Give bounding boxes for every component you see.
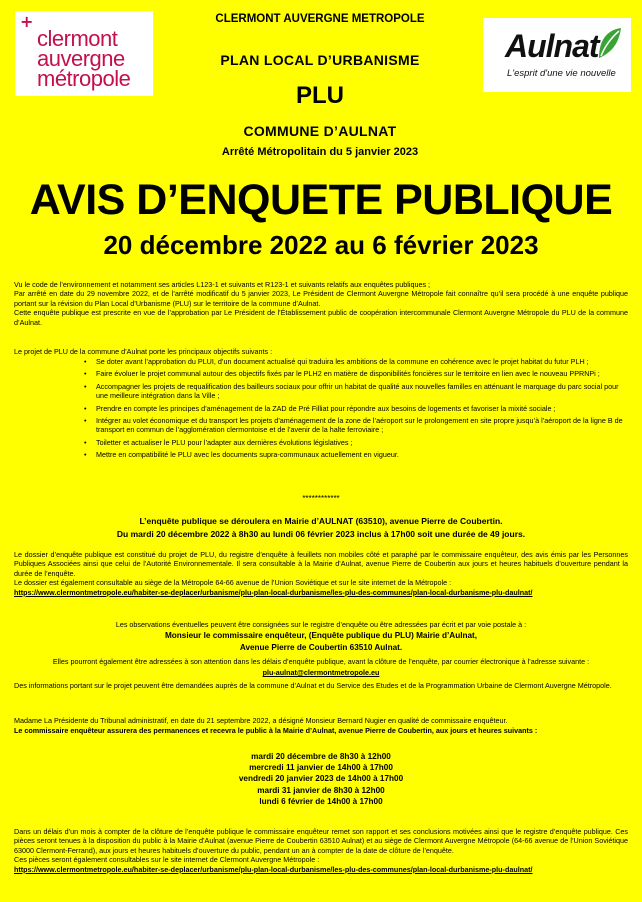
commune-title: COMMUNE D’AULNAT: [243, 123, 397, 139]
dossier-section: [14, 550, 628, 597]
date-range: 20 décembre 2022 au 6 février 2023: [103, 230, 539, 260]
closing-paragraph: Dans un délais d’un mois à compter de la clôture de l’enquête publique le commissaire enquêteur remet son rapport et ses conclusions motivées ainsi que le registre d’enquête publique. Ces pièces seront tenues à la disposition du public à la Mairie d’Aulnat (avenue Pierre de Coubertin 63510 Aulnat) et au siège de Clermont Auvergne Métropole (64-66 avenue de l’Union Soviétique 63000 Clermont-Ferrand), aux jours et heures habituels d’ouverture du public, pendant un an à compter de la date de clôture de l’enquête.: [14, 827, 628, 855]
dossier-paragraph: Le dossier est également consultable au siège de la Métropole 64-66 avenue de l’Union Soviétique et sur le site internet de la Métropole :: [14, 578, 452, 588]
dossier-paragraph: Le dossier d’enquête publique est constitué du projet de PLU, du registre d’enquête à feuillets non mobiles côté et paraphé par le commissaire enquêteur, des avis émis par les Personnes Publiques Associées ainsi que celui de l’Autorité Environnementale. Il sera consultable à la Mairie d’Aulnat, avenue Pierre de Coubertin aux jours et heures habituels d’ouverture pendant la durée de l’enquête.: [14, 550, 628, 578]
list-item: • Accompagner les projets de requalification des bailleurs sociaux pour offrir un habitat de qualité aux nouvelles familles en atténuant le marquage du parc social pour une meilleure intégration dans la Ville ;: [84, 382, 624, 401]
closing-paragraph: Ces pièces seront également consultables sur le site internet de Clermont Auvergne Métropole :: [14, 855, 320, 865]
list-item: • Mettre en compatibilité le PLU avec les documents supra-communaux actuellement en vigueur.: [84, 450, 624, 459]
logo-line-3: métropole: [37, 66, 131, 91]
enquete-location: L’enquête publique se déroulera en Mairie d’AULNAT (63510), avenue Pierre de Coubertin.: [139, 516, 503, 526]
plu-title: PLU: [296, 82, 344, 109]
observations-intro: Les observations éventuelles peuvent être consignées sur le registre d’enquête ou être adressées par écrit et par voie postale à :: [115, 620, 527, 629]
commissaire-designation: Madame La Présidente du Tribunal administratif, en date du 21 septembre 2022, a désigné Monsieur Bernard Nugier en qualité de commissaire enquêteur.: [14, 716, 508, 725]
objectives-intro: Le projet de PLU de la commune d’Aulnat porte les principaux objectifs suivants :: [14, 347, 273, 356]
postal-address-2: Avenue Pierre de Coubertin 63510 Aulnat.: [239, 643, 403, 652]
list-item: • Intégrer au volet économique et du transport les projets d’aménagement de la zone de l’aéroport sur le prolongement en site propre jusqu’à l’aéroport de la ligne B de transport en commun de l’agglomération clermontoise et de l’avenir de la halte ferroviaire ;: [84, 416, 624, 435]
permanence-item: mardi 20 décembre de 8h30 à 12h00: [251, 752, 391, 761]
leaf-icon: [595, 26, 623, 60]
closing-section: [14, 827, 628, 874]
metropole-link[interactable]: https://www.clermontmetropole.eu/habiter-se-deplacer/urbanisme/plu-plan-local-durbanisme/les-plu-des-communes/plan-local-durbanisme-plu-daulnat/: [14, 587, 533, 597]
permanence-item: vendredi 20 janvier 2023 de 14h00 à 17h00: [238, 774, 404, 784]
logo-plus: +: [20, 12, 34, 31]
clermont-auvergne-metropole-logo: [15, 11, 153, 96]
list-item: • Faire évoluer le projet communal autour des objectifs fixés par le PLH2 en matière de disponibilités foncières sur le territoire en lien avec le nouveau PPRNPi ;: [84, 369, 624, 378]
org-name: CLERMONT AUVERGNE METROPOLE: [215, 13, 425, 25]
permanences-intro: Le commissaire enquêteur assurera des permanences et recevra le public à la Mairie d’Aulnat, avenue Pierre de Coubertin, aux jours et heures suivants :: [14, 726, 538, 735]
intro-section: [14, 280, 628, 327]
list-item: • Se doter avant l’approbation du PLUI, d’un document actualisé qui traduira les ambitions de la commune en cohérence avec le projet habitat du futur PLH ;: [84, 357, 624, 366]
aulnat-logo-name: Aulnat: [505, 28, 599, 64]
postal-address-1: Monsieur le commissaire enquêteur, (Enquête publique du PLU) Mairie d’Aulnat,: [164, 631, 478, 640]
arrete-line: Arrêté Métropolitain du 5 janvier 2023: [221, 146, 419, 158]
enquete-dates: Du mardi 20 décembre 2022 à 8h30 au lundi 06 février 2023 inclus à 17h00 soit une durée de 49 jours.: [116, 529, 526, 539]
list-item: • Toiletter et actualiser le PLU pour l’adapter aux dernières évolutions législatives ;: [84, 438, 624, 447]
email-link[interactable]: plu-aulnat@clermontmetropole.eu: [262, 668, 380, 677]
intro-paragraph: Cette enquête publique est prescrite en vue de l’approbation par Le Président de l’Établissement public de coopération intercommunale Clermont Auvergne Métropole du PLU de la commune d’Aulnat.: [14, 308, 628, 327]
aulnat-logo-tagline: L'esprit d'une vie nouvelle: [507, 68, 616, 79]
list-item: • Prendre en compte les principes d’aménagement de la ZAD de Pré Filliat pour répondre aux besoins de logements et favoriser la mixité sociale ;: [84, 404, 624, 413]
aulnat-logo: [483, 18, 631, 92]
email-intro: Elles pourront également être adressées à son attention dans les délais d’enquête publique, avant la clôture de l’enquête, par courrier électronique à l’adresse suivante :: [52, 657, 590, 666]
intro-paragraph: Par arrêté en date du 29 novembre 2022, et de l’arrêté modificatif du 5 janvier 2023, Le Président de Clermont Auvergne Métropole fait connaître qu’il sera procédé à une enquête publique portant sur la révision du Plan Local d’Urbanisme (PLU) sur le territoire de la commune d’Aulnat.: [14, 289, 628, 308]
permanence-item: mardi 31 janvier de 8h30 à 12h00: [257, 785, 385, 795]
separator: ************: [302, 494, 340, 503]
permanence-item: mercredi 11 janvier de 14h00 à 17h00: [249, 763, 393, 773]
intro-paragraph: Vu le code de l’environnement et notamment ses articles L123-1 et suivants et R123-1 et suivants relatifs aux enquêtes publiques ;: [14, 280, 431, 289]
metropole-link[interactable]: https://www.clermontmetropole.eu/habiter-se-deplacer/urbanisme/plu-plan-local-durbanisme/les-plu-des-communes/plan-local-durbanisme-plu-daulnat/: [14, 864, 533, 874]
info-paragraph: Des informations portant sur le projet peuvent être demandées auprès de la commune d’Aulnat et du Service des Etudes et de la Programmation Urbaine de Clermont Auvergne Métropole.: [14, 681, 612, 690]
plan-title: PLAN LOCAL D’URBANISME: [220, 52, 420, 68]
logo-line-1: clermont: [37, 26, 118, 51]
logo-line-2: auvergne: [37, 46, 125, 71]
objectives-list: [84, 357, 624, 460]
page-title: AVIS D’ENQUETE PUBLIQUE: [29, 176, 613, 224]
permanence-item: lundi 6 février de 14h00 à 17h00: [259, 796, 383, 806]
permanences-list: [14, 751, 628, 807]
